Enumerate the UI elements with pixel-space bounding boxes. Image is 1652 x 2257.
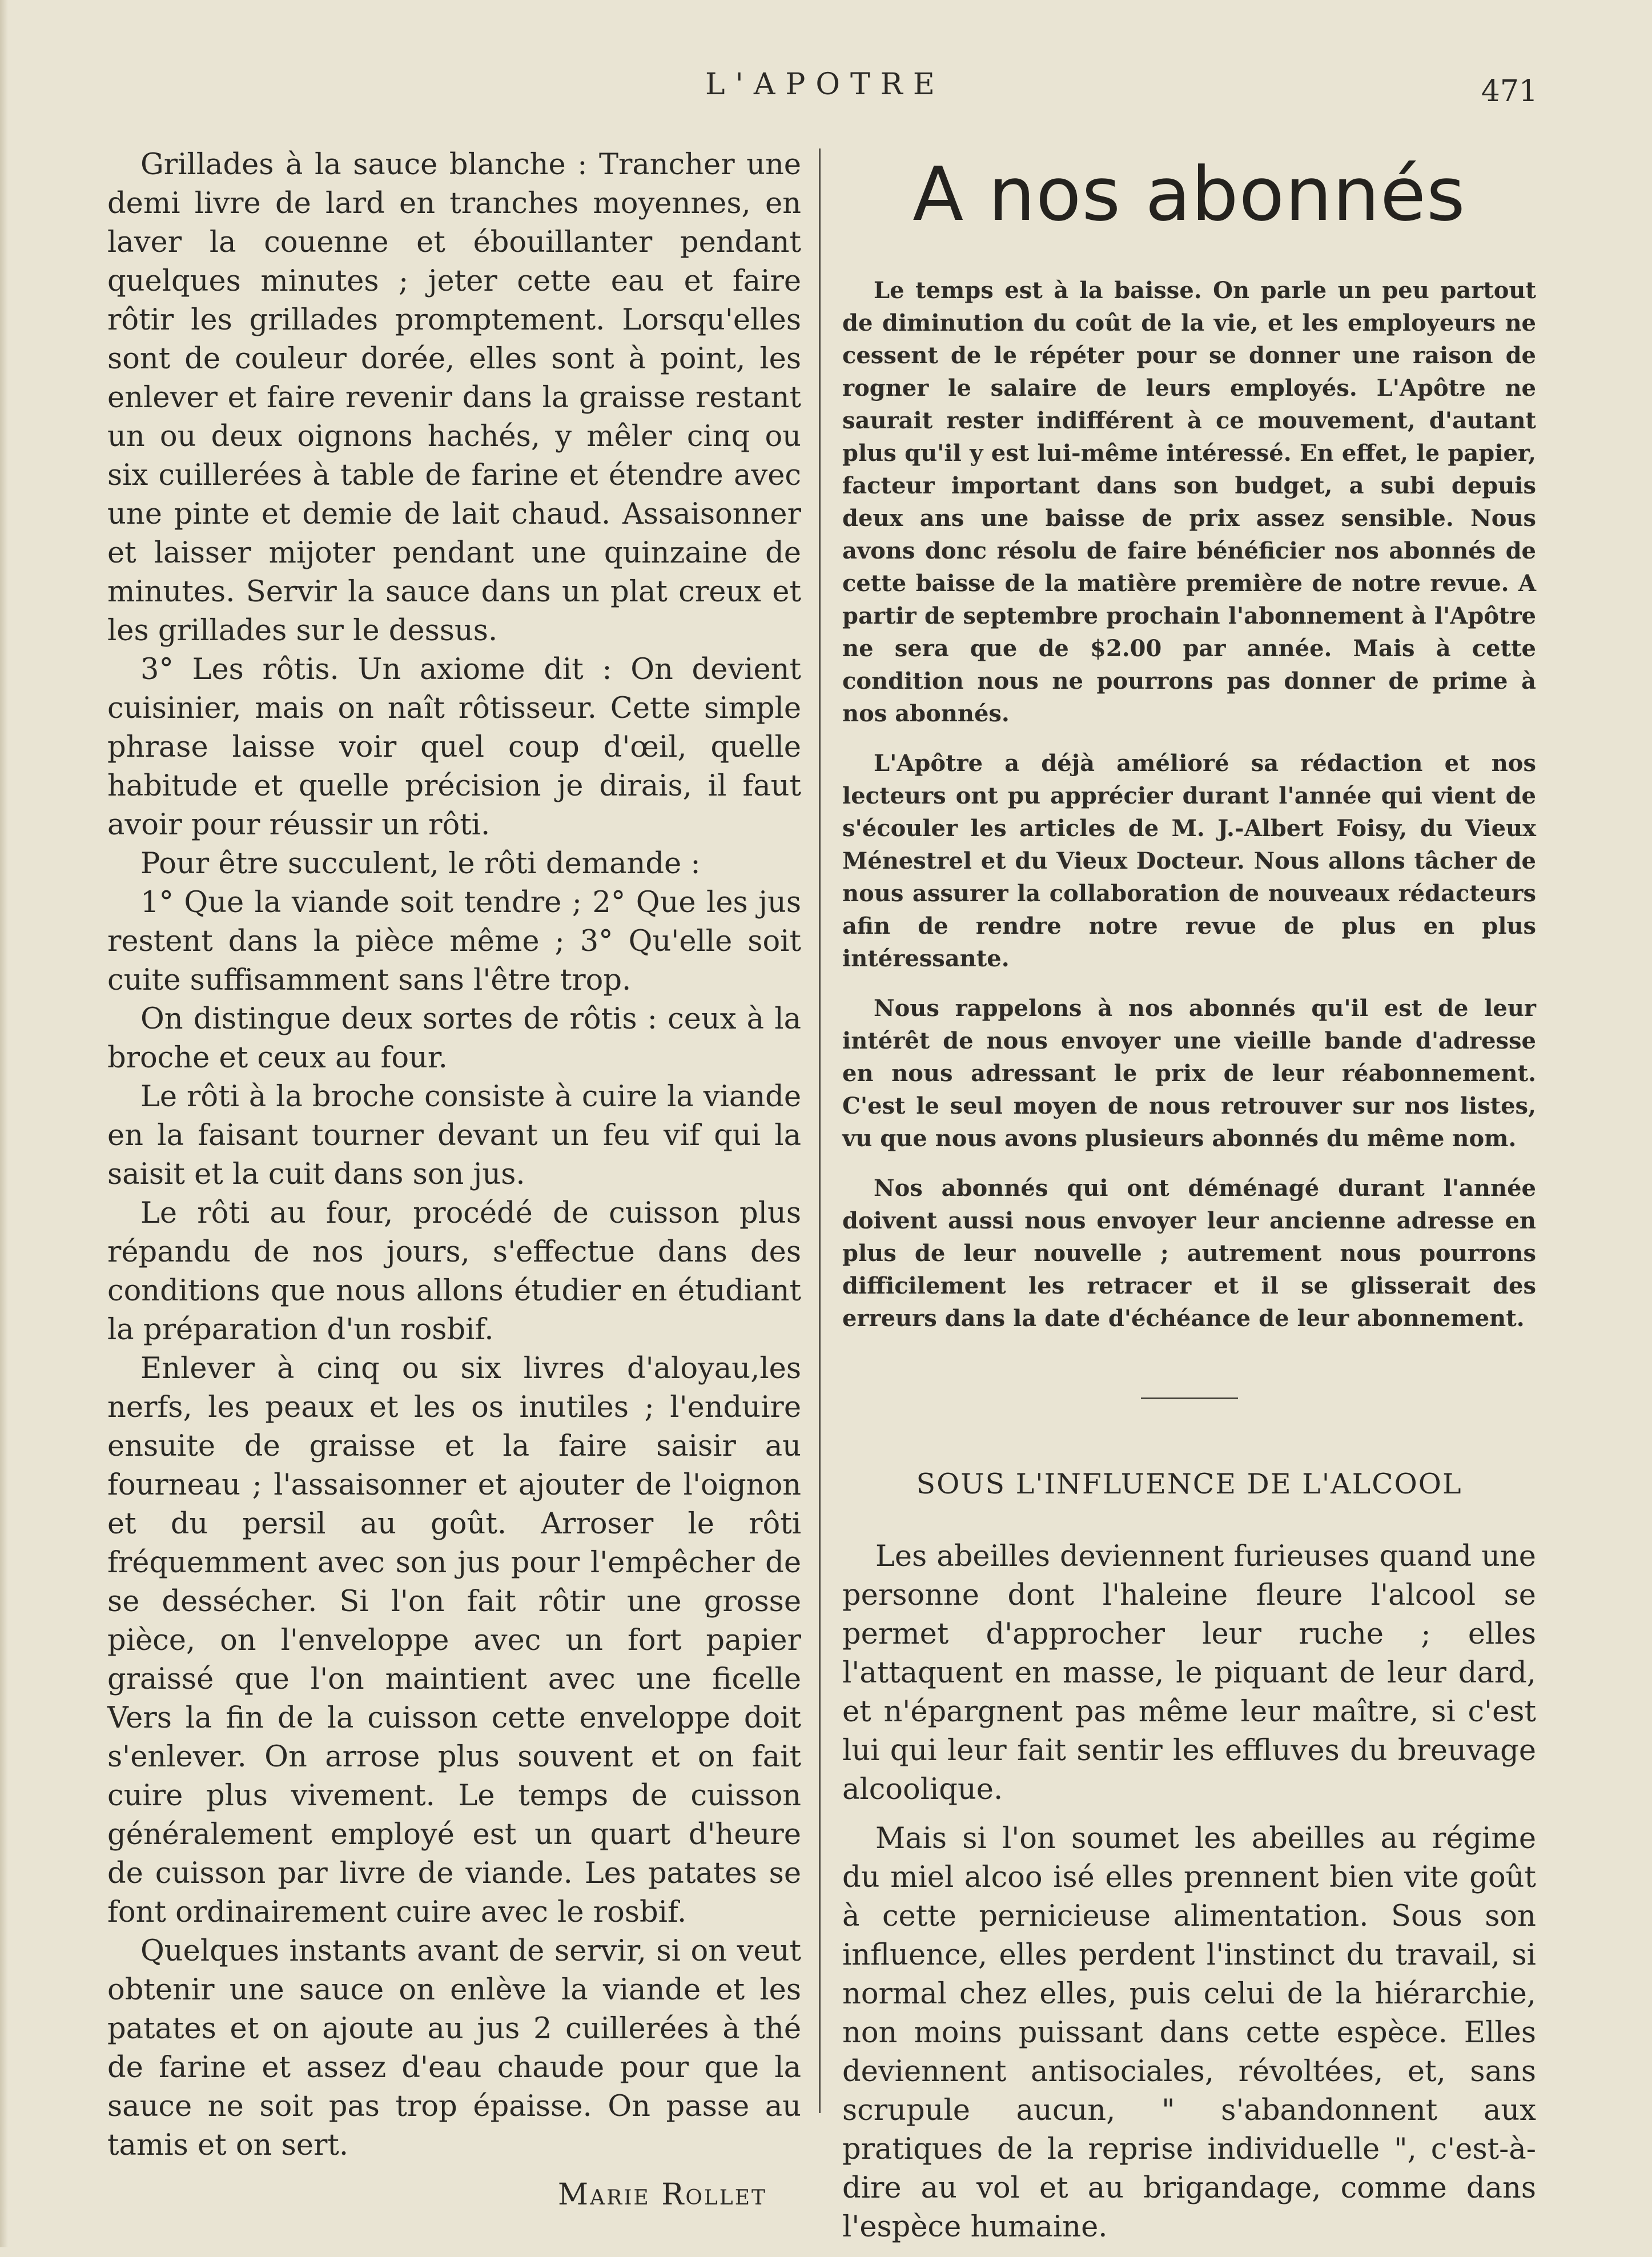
paragraph: Le rôti à la broche consiste à cuire la viande en la faisant tourner devant un feu vif qui la saisit et la cuit dans son jus.	[107, 1080, 801, 1191]
column-divider	[819, 148, 821, 2113]
article-body	[842, 1537, 1536, 2247]
page-edge	[0, 0, 8, 2247]
paragraph: Pour être succulent, le rôti demande :	[140, 847, 701, 881]
subscriber-notice	[842, 274, 1536, 1335]
notice-paragraph: Nous rappelons à nos abonnés qu'il est de leur intérêt de nous envoyer une vieille bande d'adresse en nous adressant le prix de leur réabonnement. C'est le seul moyen de nous retrouver sur nos listes, vu que nous avons plusieurs abonnés du même nom.	[842, 995, 1536, 1152]
article-title: SOUS L'INFLUENCE DE L'ALCOOL	[916, 1468, 1462, 1500]
paragraph: Grillades à la sauce blanche : Trancher une demi livre de lard en tranches moyennes, en laver la couenne et ébouillanter pendant quelques minutes ; jeter cette eau et faire rôtir les grillades promptement. Lorsqu'elles sont de couleur dorée, elles sont à point, les enlever et faire revenir dans la graisse restant un ou deux oignons hachés, y mêler cinq ou six cuillerées à table de farine et étendre avec une pinte et demie de lait chaud. Assaisonner et laisser mijoter pendant une quinzaine de minutes. Servir la sauce dans un plat creux et les grillades sur le dessus.	[107, 148, 801, 648]
paragraph: 1° Que la viande soit tendre ; 2° Que les jus restent dans la pièce même ; 3° Qu'elle soit cuite suffisamment sans l'être trop.	[107, 886, 801, 997]
right-column	[842, 146, 1536, 2257]
paragraph: Le rôti au four, procédé de cuisson plus répandu de nos jours, s'effectue dans des conditions que nous allons étudier en étudiant la préparation d'un rosbif.	[107, 1196, 801, 1347]
article-paragraph: Mais si l'on soumet les abeilles au régime du miel alcoo isé elles prennent bien vite goût à cette pernicieuse alimentation. Sous son influence, elles perdent l'instinct du travail, si normal chez elles, puis celui de la hiérarchie, non moins puissant dans cette espèce. Elles deviennent antisociales, révoltées, et, sans scrupule aucun, " s'abandonnent aux pratiques de la reprise individuelle ", c'est-à-dire au vol et au brigandage, comme dans l'espèce humaine.	[842, 1822, 1536, 2244]
notice-paragraph: L'Apôtre a déjà amélioré sa rédaction et nos lecteurs ont pu apprécier durant l'année qui vient de s'écouler les articles de M. J.-Albert Foisy, du Vieux Ménestrel et du Vieux Docteur. Nous allons tâcher de nous assurer la collaboration de nouveaux rédacteurs afin de rendre notre revue de plus en plus intéressante.	[842, 750, 1536, 972]
paragraph: 3° Les rôtis. Un axiome dit : On devient cuisinier, mais on naît rôtisseur. Cette simple phrase laisse voir quel coup d'œil, quelle habitude et quelle précision je dirais, il faut avoir pour réussir un rôti.	[107, 653, 801, 842]
notice-paragraph: Nos abonnés qui ont déménagé durant l'année doivent aussi nous envoyer leur ancienne adresse en plus de leur nouvelle ; autrement nous pourrons difficilement les retracer et il se glisserait des erreurs dans la date d'échéance de leur abonnement.	[842, 1175, 1536, 1332]
paragraph: Enlever à cinq ou six livres d'aloyau,les nerfs, les peaux et les os inutiles ; l'enduire ensuite de graisse et la faire saisir au fourneau ; l'assaisonner et ajouter de l'oignon et du persil au goût. Arroser le rôti fréquemment avec son jus pour l'empêcher de se dessécher. Si l'on fait rôtir une grosse pièce, on l'enveloppe avec un fort papier graissé que l'on maintient avec une ficelle Vers la fin de la cuisson cette enveloppe doit s'enlever. On arrose plus souvent et on fait cuire plus vivement. Le temps de cuisson généralement employé est un quart d'heure de cuisson par livre de viande. Les patates se font ordinairement cuire avec le rosbif.	[107, 1352, 801, 1929]
page-number: 471	[1481, 74, 1538, 109]
notice-title: A nos abonnés	[913, 151, 1466, 238]
section-divider	[1141, 1397, 1238, 1399]
article-paragraph: Les abeilles deviennent furieuses quand une personne dont l'haleine fleure l'alcool se permet d'approcher leur ruche ; elles l'attaquent en masse, le piquant de leur dard, et n'épargnent pas même leur maître, si c'est lui qui leur fait sentir les effluves du breuvage alcoolique.	[842, 1540, 1536, 1806]
author-signature: Marie Rollet	[557, 2178, 767, 2212]
left-column	[107, 146, 801, 2214]
paragraph: On distingue deux sortes de rôtis : ceux à la broche et ceux au four.	[107, 1002, 801, 1075]
paragraph: Quelques instants avant de servir, si on veut obtenir une sauce on enlève la viande et les patates et on ajoute au jus 2 cuillerées à thé de farine et assez d'eau chaude pour que la sauce ne soit pas trop épaisse. On passe au tamis et on sert.	[107, 1934, 801, 2162]
notice-paragraph: Le temps est à la baisse. On parle un peu partout de diminution du coût de la vie, et les employeurs ne cessent de le répéter pour se donner une raison de rogner le salaire de leurs employés. L'Apôtre ne saurait rester indifférent à ce mouvement, d'autant plus qu'il y est lui-même intéressé. En effet, le papier, facteur important dans son budget, a subi depuis deux ans une baisse de prix assez sensible. Nous avons donc résolu de faire bénéficier nos abonnés de cette baisse de la matière première de notre revue. A partir de septembre prochain l'abonnement à l'Apôtre ne sera que de $2.00 par année. Mais à cette condition nous ne pourrons pas donner de prime à nos abonnés.	[842, 277, 1536, 727]
running-title: L'APOTRE	[705, 67, 945, 102]
